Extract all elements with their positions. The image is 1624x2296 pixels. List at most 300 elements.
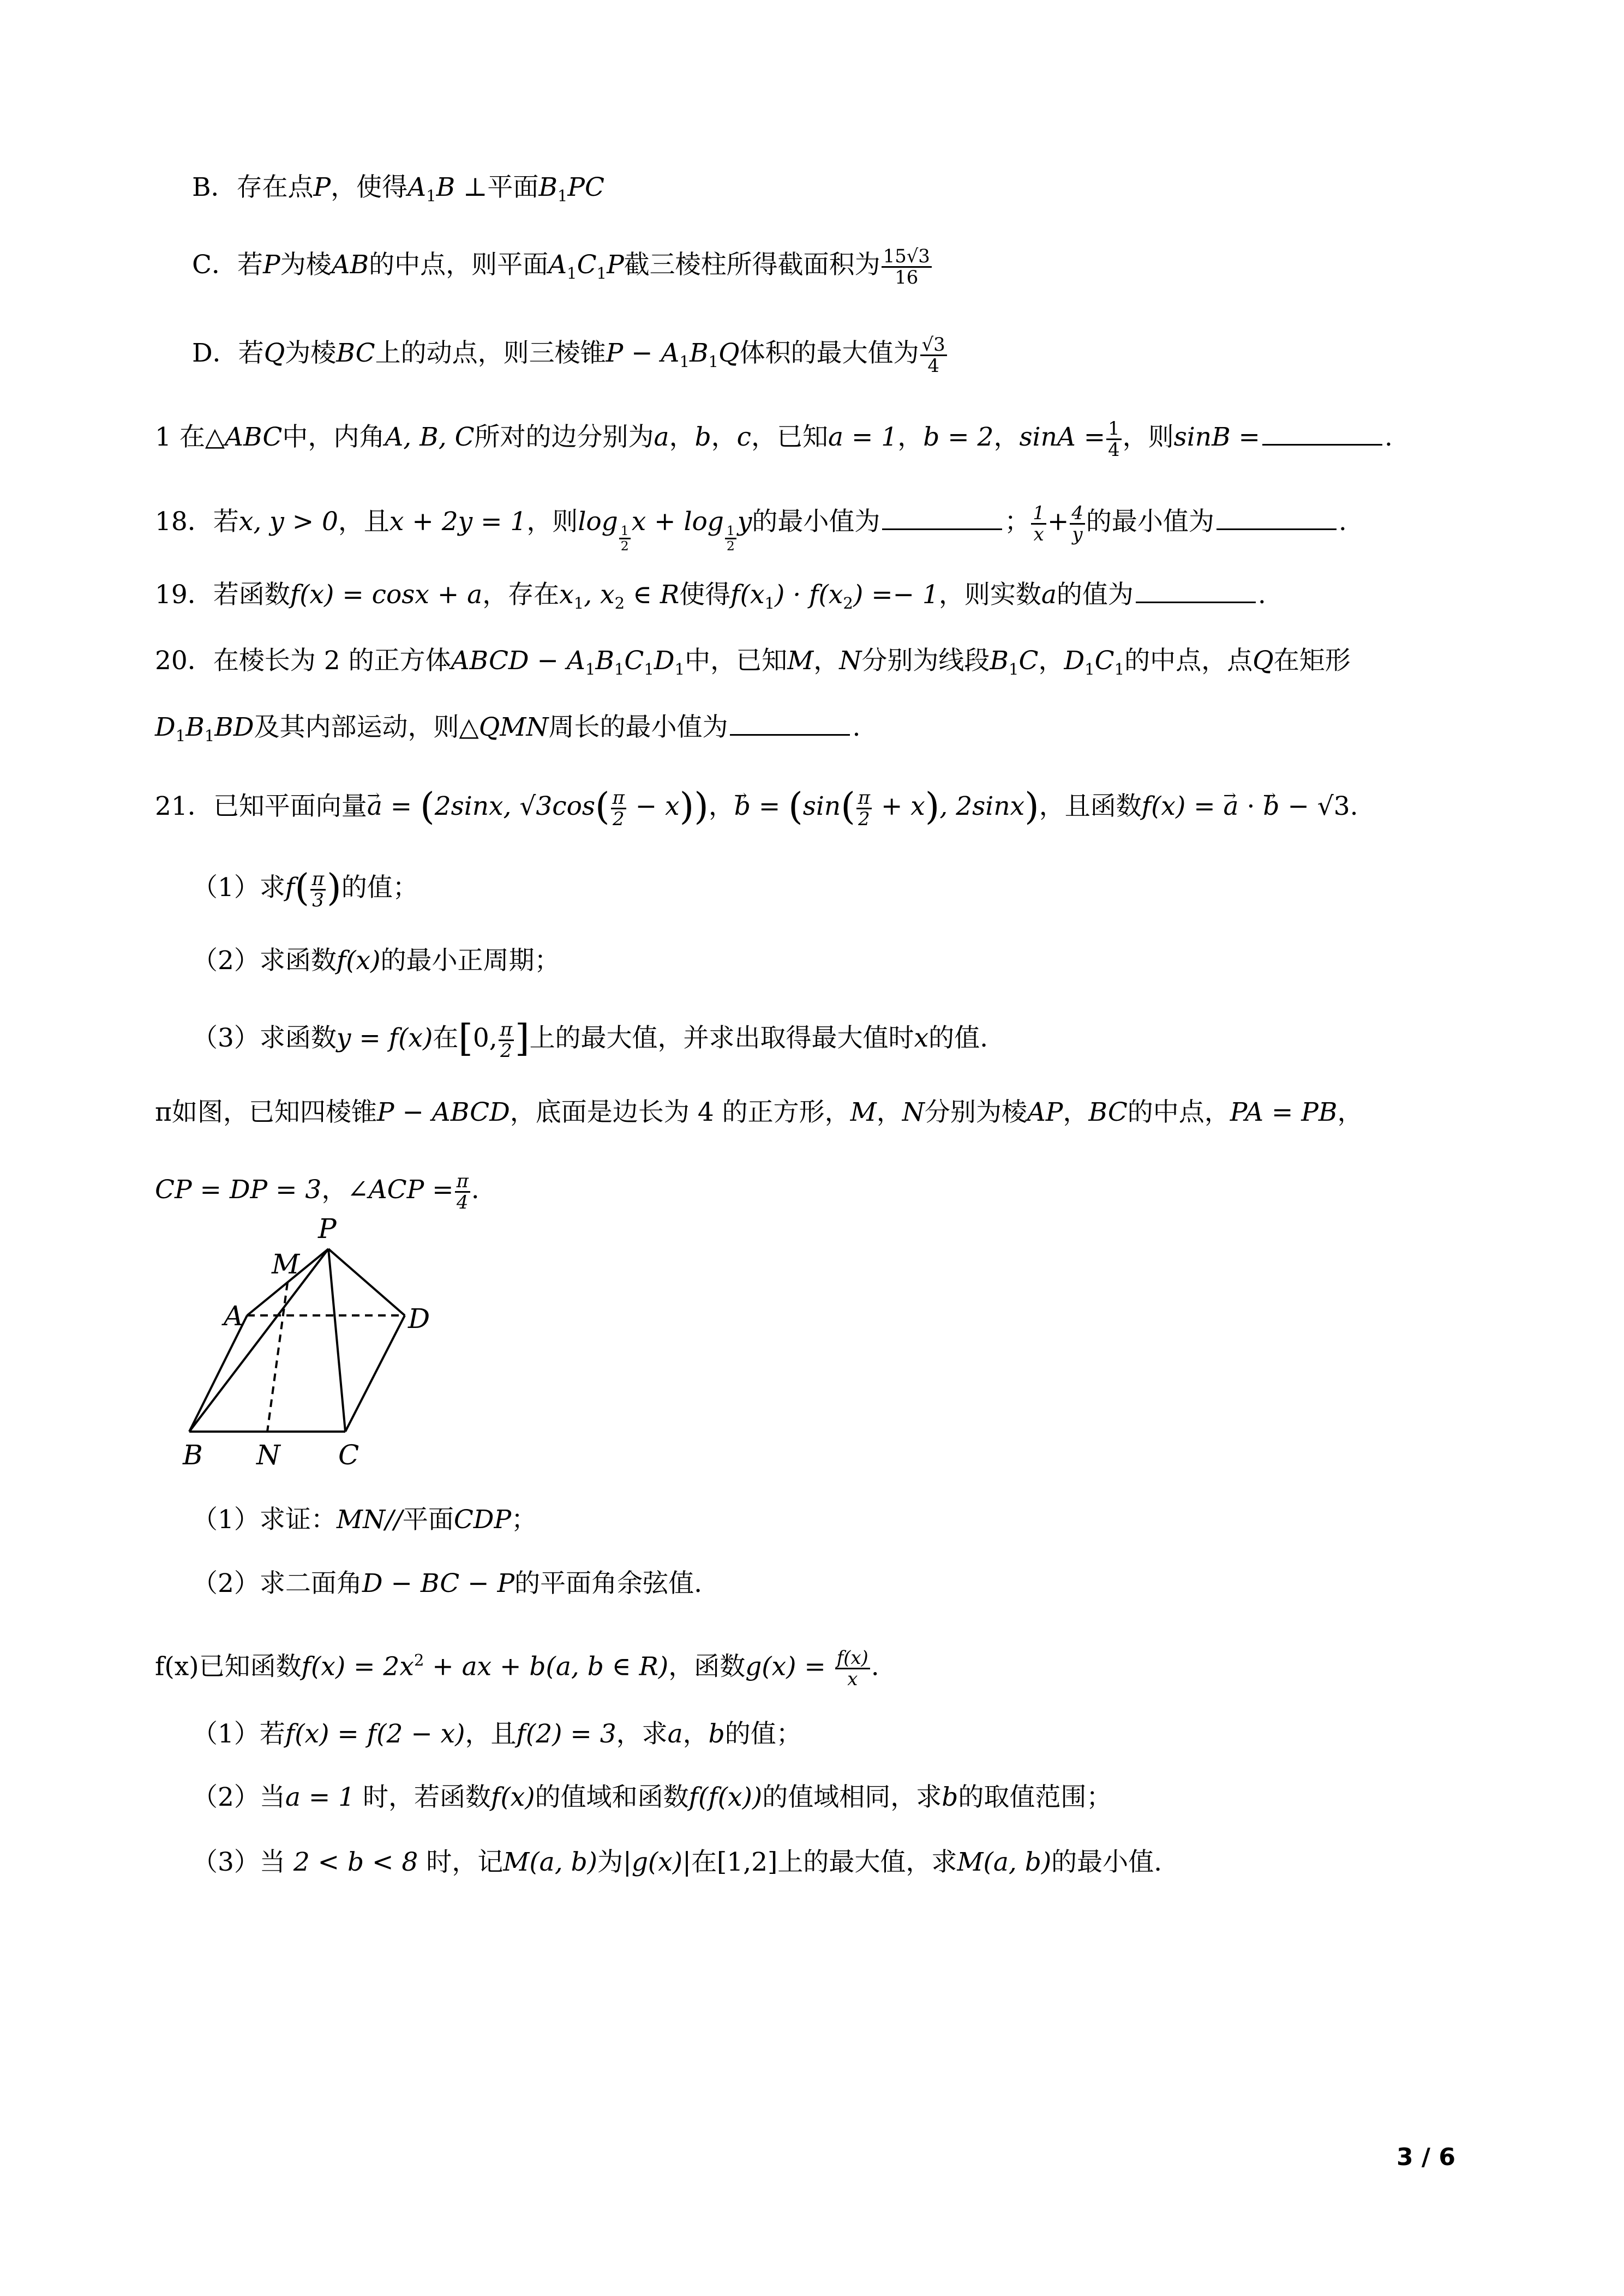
page-number: 3 / 6 [1397, 2143, 1455, 2171]
math: PA = PB [1230, 1097, 1338, 1127]
subscript: 1 [1114, 660, 1125, 679]
math: sin [802, 791, 841, 822]
question-20-line-2 [155, 711, 860, 752]
label-m: M [272, 1248, 300, 1280]
math: AP [1027, 1097, 1063, 1127]
math: a [1041, 580, 1057, 610]
text: ， [813, 646, 840, 676]
denominator: 4 [456, 1191, 469, 1213]
numerator: f(x) [835, 1648, 870, 1669]
question-23-part-2 [192, 1781, 1112, 1814]
math: A [408, 172, 427, 202]
vector-a: → a [367, 790, 382, 823]
text: （1）若 [192, 1719, 285, 1749]
text: · [1238, 791, 1263, 822]
text: = [382, 791, 421, 822]
text: ， [897, 422, 924, 453]
text: ， [321, 1175, 347, 1205]
math: A, B, C [385, 422, 475, 453]
text: ，已知 [751, 422, 828, 453]
math: 0, [472, 1023, 498, 1054]
math: log [578, 507, 618, 537]
math: C [577, 250, 597, 280]
subscript: 1 [567, 264, 577, 283]
text: 上的动点，则三棱锥 [375, 338, 606, 369]
text: 存在点 [236, 172, 314, 202]
math: sinB = [1173, 422, 1260, 453]
text: . [1338, 507, 1347, 537]
text: 为 [597, 1847, 624, 1877]
text: 体积的最大值为 [739, 338, 919, 369]
question-21-part-3 [192, 1017, 988, 1061]
paren: ( [420, 785, 435, 829]
text: ，且 [465, 1719, 517, 1749]
label-n: N [256, 1439, 280, 1471]
text: 使得 [679, 580, 731, 610]
subscript: 1 [614, 660, 625, 679]
question-number: π [155, 1097, 172, 1127]
text: ，则 [526, 507, 578, 537]
math: ABC [225, 422, 283, 453]
math: b [708, 1719, 725, 1749]
math: M [787, 646, 814, 676]
text: + [646, 507, 684, 537]
fraction [611, 788, 626, 828]
subscript: 1 [596, 264, 607, 283]
log-base [619, 524, 631, 552]
math: ) · f(x [775, 580, 843, 610]
math: f(2) = 3 [516, 1719, 616, 1749]
perp-symbol: ⊥ [455, 172, 488, 202]
text: 已知函数 [199, 1651, 302, 1682]
subscript: 1 [573, 594, 584, 613]
subscript: 1 [644, 660, 654, 679]
text: ，则 [1122, 422, 1174, 453]
math: BC [336, 338, 375, 369]
text: （2）当 [192, 1782, 285, 1812]
fraction [455, 1171, 470, 1212]
math: N [902, 1097, 925, 1127]
math: , 2sinx [939, 791, 1025, 822]
text: 中，内角 [282, 422, 385, 453]
math: P − ABCD [376, 1097, 510, 1127]
text: ， [876, 1097, 902, 1127]
edge-cd [345, 1315, 405, 1432]
text: 上的最大值，求 [777, 1847, 957, 1877]
log-base [725, 524, 736, 552]
edge-pd [328, 1249, 405, 1315]
math: PC [567, 172, 605, 202]
question-23 [155, 1644, 879, 1689]
text: 中，已知 [685, 646, 788, 676]
text: 平面 [487, 172, 539, 202]
question-21-part-1 [192, 869, 418, 910]
math: M(a, b) [957, 1847, 1052, 1877]
paren: ) [1024, 785, 1039, 829]
superscript: 2 [414, 1651, 424, 1669]
text: ，且函数 [1039, 791, 1142, 822]
paren: ) [925, 785, 940, 829]
vector-b: → b [734, 790, 751, 823]
paren: ) [327, 867, 341, 910]
math: a = 1 [285, 1782, 355, 1812]
text: 若 [213, 507, 239, 537]
math: D − BC − P [362, 1568, 515, 1598]
text: ，求 [616, 1719, 668, 1749]
math: − √3. [1279, 791, 1358, 822]
numerator: π [310, 869, 326, 891]
label-p: P [318, 1216, 337, 1245]
math: f(x) = 2x [301, 1651, 414, 1682]
text: ，底面是边长为 4 的正方形， [510, 1097, 850, 1127]
math: f(x) = [1141, 791, 1224, 822]
text: . [871, 1651, 879, 1682]
text: 若 [238, 338, 264, 369]
denominator: x [1033, 523, 1044, 545]
math: f(x) = cosx + a [290, 580, 483, 610]
math: x [559, 580, 574, 610]
math: ∈ R [625, 580, 680, 610]
text: （2）求函数 [192, 946, 337, 976]
math: f(f(x)) [688, 1782, 763, 1812]
math: + x [873, 791, 925, 822]
math: [1,2] [716, 1847, 778, 1877]
fraction [1031, 503, 1046, 544]
label-b: B [183, 1439, 203, 1471]
edge-ab [189, 1315, 247, 1432]
math: M(a, b) [503, 1847, 598, 1877]
question-22-line-2 [155, 1171, 480, 1212]
text: 分别为线段 [861, 646, 990, 676]
denominator: 3 [312, 889, 324, 911]
math: M [850, 1097, 877, 1127]
text: 在 [691, 1847, 717, 1877]
bracket: ] [514, 1017, 530, 1061]
math: a [654, 422, 669, 453]
text: 的值； [341, 873, 418, 903]
vector-b: → b [1263, 790, 1279, 823]
text: 的中点，点 [1124, 646, 1253, 676]
numerator: 1 [1106, 419, 1122, 440]
subscript: 1 [1084, 660, 1095, 679]
math: f [285, 873, 295, 903]
math: MN// [336, 1505, 403, 1535]
math: BC [1088, 1097, 1128, 1127]
text: ， [708, 791, 734, 822]
math: C [1094, 646, 1114, 676]
text: 在矩形 [1273, 646, 1351, 676]
math: P [607, 250, 624, 280]
text: 如图，已知四棱锥 [171, 1097, 377, 1127]
paren: ) [679, 785, 694, 829]
pyramid-figure [175, 1216, 589, 1489]
question-number: 19． [155, 580, 213, 610]
vector-a: → a [1224, 790, 1239, 823]
label-c: C [338, 1439, 359, 1471]
text: ，且 [338, 507, 389, 537]
question-number: 18． [155, 507, 213, 537]
question-23-part-1 [192, 1718, 802, 1751]
math: y = f(x) [336, 1023, 433, 1054]
option-b [192, 171, 604, 212]
text: （3）当 [192, 1847, 293, 1877]
fraction [882, 247, 932, 287]
question-20 [155, 645, 1351, 686]
math: Q [263, 338, 285, 369]
text: + [1047, 507, 1069, 537]
subscript: 2 [614, 594, 625, 613]
question-23-part-3 [192, 1846, 1162, 1879]
math: P − A [606, 338, 680, 369]
text: 在△ [179, 422, 225, 453]
text: 的值. [928, 1023, 988, 1054]
denominator: 4 [1108, 438, 1120, 460]
text: ， [711, 422, 737, 453]
math: P [313, 172, 331, 202]
fraction [499, 1020, 514, 1060]
math: log [684, 507, 724, 537]
text: ， [993, 422, 1020, 453]
text: . [1257, 580, 1266, 610]
denominator: 2 [726, 538, 735, 554]
math: B [185, 712, 205, 742]
label-a: A [224, 1300, 244, 1332]
paren: ( [295, 867, 309, 910]
subscript: 1 [708, 352, 719, 371]
numerator: π [611, 788, 626, 809]
subscript: 1 [426, 187, 436, 206]
text: 平面 [402, 1505, 454, 1535]
text: 的最小正周期； [380, 946, 560, 976]
math: g(x) = [745, 1651, 834, 1682]
math: CP = DP = 3 [155, 1175, 322, 1205]
text: . [471, 1175, 480, 1205]
math: y [737, 507, 752, 537]
math: x [914, 1023, 929, 1054]
subscript: 1 [557, 187, 568, 206]
text: ， [1337, 1097, 1363, 1127]
math: a = 1 [828, 422, 898, 453]
math: ∠ACP = [347, 1175, 454, 1205]
math: 2sinx, √3cos [434, 791, 596, 822]
answer-blank [730, 734, 850, 736]
numerator: π [455, 1171, 470, 1193]
math: x + 2y = 1 [389, 507, 527, 537]
question-21-part-2 [192, 945, 560, 977]
math: B [990, 646, 1009, 676]
text: 的最小值. [1051, 1847, 1162, 1877]
text: 在棱长为 2 的正方体 [213, 646, 451, 676]
math: Q [718, 338, 740, 369]
subscript: 1 [175, 726, 186, 746]
text: 的平面角余弦值. [514, 1568, 703, 1598]
fraction [1106, 419, 1122, 459]
text: 所对的边分别为 [474, 422, 654, 453]
math: f(x) [336, 946, 381, 976]
math: ) =− 1 [853, 580, 939, 610]
denominator: x [847, 1668, 858, 1690]
math: b [942, 1782, 958, 1812]
math: B [538, 172, 558, 202]
math: f(x [730, 580, 765, 610]
denominator: y [1072, 523, 1083, 545]
subscript: 1 [204, 726, 215, 746]
text: ， [669, 422, 695, 453]
option-label: D． [192, 338, 238, 369]
text: 的中点， [1127, 1097, 1230, 1127]
text: ； [511, 1505, 537, 1535]
text: ， [682, 1719, 709, 1749]
math: N [839, 646, 862, 676]
numerator: √3 [920, 335, 947, 356]
text: 时，若函数 [355, 1782, 492, 1812]
question-22 [155, 1096, 1363, 1129]
math: B [595, 646, 614, 676]
text: 的最小值为 [1086, 507, 1214, 537]
question-18 [155, 503, 1347, 553]
subscript: 1 [585, 660, 596, 679]
math: c [736, 422, 751, 453]
math: AB [331, 250, 369, 280]
math: D [654, 646, 675, 676]
denominator: 2 [858, 808, 870, 830]
fraction [920, 335, 947, 375]
answer-blank [1136, 601, 1256, 603]
answer-blank [1216, 528, 1337, 530]
text: （1）求证： [192, 1505, 337, 1535]
text: 的中点，则平面 [369, 250, 549, 280]
math: , x [584, 580, 615, 610]
option-d [192, 335, 948, 378]
text: 时，记 [418, 1847, 504, 1877]
numerator: 1 [725, 524, 736, 539]
subscript: 2 [843, 594, 853, 613]
math: D [1064, 646, 1085, 676]
math: D [155, 712, 176, 742]
text: ，使得 [331, 172, 408, 202]
math: x, y > 0 [238, 507, 338, 537]
math: b = 2 [923, 422, 994, 453]
math: BD [214, 712, 254, 742]
paren: ( [595, 785, 610, 829]
math: 2 < b < 8 [293, 1847, 418, 1877]
text: 的取值范围； [958, 1782, 1112, 1812]
text: ，存在 [482, 580, 560, 610]
text: （2）求二面角 [192, 1568, 362, 1598]
fraction [856, 788, 872, 828]
numerator: 4 [1070, 503, 1085, 525]
option-c [192, 247, 933, 290]
paren: ) [694, 785, 709, 829]
math: C [1018, 646, 1039, 676]
text: （1）求 [192, 873, 285, 903]
text: 的值域和函数 [535, 1782, 689, 1812]
answer-blank [1262, 443, 1382, 446]
text: 为棱 [280, 250, 332, 280]
numerator: π [499, 1020, 514, 1041]
math: sinA = [1019, 422, 1106, 453]
numerator: 1 [619, 524, 631, 539]
math: f(x) = f(2 − x) [285, 1719, 465, 1749]
math: B [689, 338, 709, 369]
text: ； [1004, 507, 1030, 537]
denominator: 2 [612, 808, 625, 830]
math: a [667, 1719, 683, 1749]
text: 上的最大值，并求出取得最大值时 [529, 1023, 914, 1054]
math: b [694, 422, 711, 453]
edge-pb [189, 1249, 328, 1432]
math: QMN [478, 712, 549, 742]
text: 在 [433, 1023, 459, 1054]
question-22-part-1 [192, 1504, 537, 1536]
text: ， [1038, 646, 1064, 676]
math: − x [627, 791, 680, 822]
text: ， [1063, 1097, 1089, 1127]
math: B [436, 172, 456, 202]
numerator: 1 [1031, 503, 1046, 525]
subscript: 1 [764, 594, 775, 613]
text: 的值为 [1056, 580, 1134, 610]
denominator: 16 [895, 266, 919, 288]
text: 分别为棱 [924, 1097, 1027, 1127]
question-number: 20． [155, 646, 213, 676]
text: 若 [237, 250, 263, 280]
question-22-part-2 [192, 1567, 702, 1600]
fraction [310, 869, 326, 910]
text: 周长的最小值为 [548, 712, 728, 742]
numerator: 15√3 [882, 247, 932, 268]
text: 的值域相同，求 [762, 1782, 942, 1812]
option-label: B． [192, 172, 237, 202]
text: 的值； [724, 1719, 802, 1749]
text: ，函数 [668, 1651, 746, 1682]
question-number: 1 [155, 422, 171, 453]
question-number: f(x) [155, 1651, 199, 1682]
text: 若函数 [213, 580, 290, 610]
paren: ( [788, 785, 803, 829]
question-19 [155, 579, 1266, 620]
edge-pc [328, 1249, 345, 1432]
math: x [631, 507, 646, 537]
text: 的最小值为 [752, 507, 880, 537]
paren: ( [841, 785, 855, 829]
subscript: 1 [1008, 660, 1019, 679]
math: A [548, 250, 567, 280]
text: 已知平面向量 [213, 791, 367, 822]
question-17 [155, 419, 1393, 459]
denominator: 2 [620, 538, 629, 554]
denominator: 2 [500, 1039, 512, 1061]
text: ，则实数 [938, 580, 1041, 610]
math: CDP [453, 1505, 512, 1535]
label-d: D [408, 1303, 430, 1335]
math: |g(x)| [623, 1847, 691, 1877]
subscript: 1 [679, 352, 690, 371]
text: . [1384, 422, 1393, 453]
math: f(x) [491, 1782, 535, 1812]
math: ABCD − A [451, 646, 585, 676]
text: 及其内部运动，则△ [254, 712, 479, 742]
denominator: 4 [927, 354, 939, 376]
question-number: 21． [155, 791, 213, 822]
text: 为棱 [285, 338, 337, 369]
answer-blank [882, 528, 1002, 530]
question-21 [155, 785, 1358, 830]
bracket: [ [458, 1017, 473, 1061]
text: . [852, 712, 861, 742]
subscript: 1 [674, 660, 685, 679]
fraction [1070, 503, 1085, 544]
